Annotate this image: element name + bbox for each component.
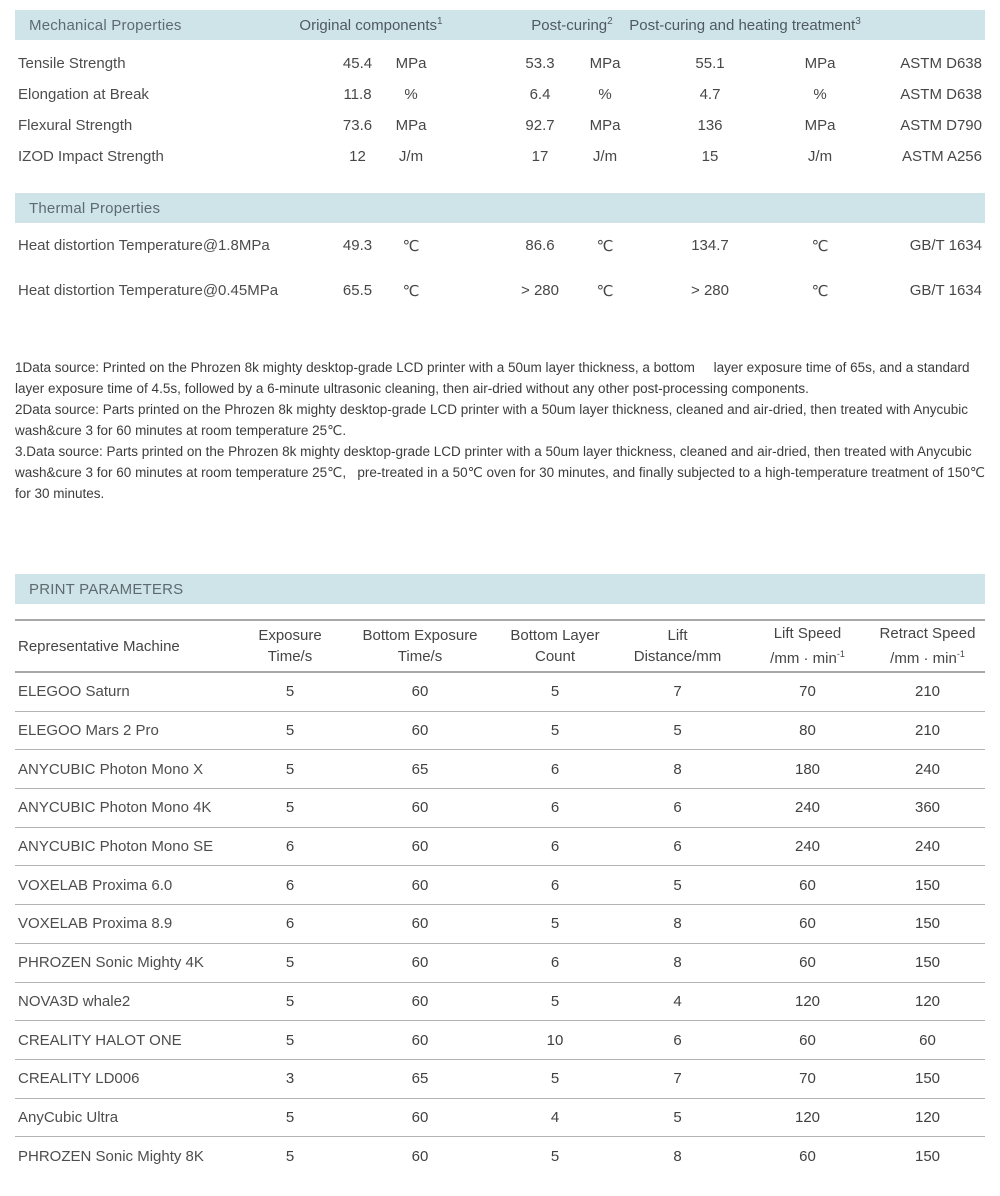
lift-speed-cell: 240 [794,838,821,856]
exposure-time-cell: 6 [285,838,295,856]
header-line: Lift [667,627,688,644]
column-header-bottom-layer-count [500,625,610,667]
exposure-time-cell: 5 [285,683,295,701]
bottom-exposure-time-cell: 60 [411,915,429,933]
table-row [15,828,985,867]
header-line: Time/s [267,648,313,665]
bottom-layer-count-cell: 5 [550,1070,560,1088]
value-cell: 65.5 [342,282,373,299]
exposure-time-cell: 5 [285,992,295,1010]
thermal-properties-section [15,193,985,313]
machine-name-cell: AnyCubic Ultra [18,1108,119,1126]
lift-distance-cell: 5 [673,1108,682,1126]
property-name: Heat distortion Temperature@1.8MPa [18,237,270,254]
exposure-time-cell: 6 [285,915,295,933]
property-name: Tensile Strength [18,55,126,72]
column-header-original-components [299,16,442,34]
print-parameters-column-headers [15,619,985,673]
exposure-time-cell: 5 [285,722,295,740]
bottom-layer-count-cell: 6 [550,799,560,817]
value-cell: 45.4 [342,55,373,72]
bottom-layer-count-cell: 5 [550,722,560,740]
header-line: Exposure [258,627,322,644]
table-row [15,905,985,944]
unit-cell: ℃ [402,237,420,255]
retract-speed-cell: 120 [914,1108,941,1126]
retract-speed-cell: 240 [914,838,941,856]
retract-speed-cell: 360 [914,799,941,817]
unit-text: /mm · min [770,650,837,667]
machine-name-cell: ANYCUBIC Photon Mono 4K [18,799,212,817]
value-cell: 53.3 [525,55,555,72]
machine-name-cell: ANYCUBIC Photon Mono X [18,760,204,778]
lift-distance-cell: 6 [673,838,682,856]
table-row [15,79,985,110]
unit-text: /mm · min [890,650,957,667]
exposure-time-cell: 5 [285,1031,295,1049]
unit-cell: % [404,86,418,103]
property-name: Heat distortion Temperature@0.45MPa [18,282,279,299]
table-row [15,712,985,751]
mechanical-title: Mechanical Properties [29,16,182,34]
unit-cell: ℃ [596,282,614,300]
machine-name-cell: ELEGOO Mars 2 Pro [18,722,159,740]
retract-speed-cell: 150 [914,1070,941,1088]
print-parameters-section [15,574,985,1176]
value-cell: 4.7 [699,86,721,103]
bottom-exposure-time-cell: 60 [411,799,429,817]
lift-speed-cell: 240 [794,799,821,817]
lift-distance-cell: 8 [673,760,682,778]
bottom-layer-count-cell: 5 [550,1148,560,1166]
footnote-2: 2Data source: Parts printed on the Phrozen 8k mighty desktop-grade LCD printer with a 50um layer thickness, cleaned and air-dried, then treated with Anycubic wash&cure 3 for 60 minutes at room temperature 25℃. [15,402,972,438]
table-row [15,110,985,141]
lift-speed-cell: 60 [799,954,816,972]
exposure-time-cell: 3 [285,1070,295,1088]
footnote-marker: 3 [855,16,861,27]
machine-name-cell: NOVA3D whale2 [18,992,131,1010]
unit-cell: ℃ [811,237,829,255]
bottom-exposure-time-cell: 60 [411,954,429,972]
bottom-exposure-time-cell: 60 [411,683,429,701]
header-line [870,644,985,669]
lift-speed-cell: 120 [794,992,821,1010]
unit-cell: ℃ [811,282,829,300]
exposure-time-cell: 5 [285,799,295,817]
property-name: Elongation at Break [18,86,149,103]
column-header-label: Post-curing and heating treatment [629,17,856,34]
superscript: -1 [956,649,965,659]
retract-speed-cell: 210 [914,722,941,740]
lift-speed-cell: 60 [799,1031,816,1049]
table-row [15,1060,985,1099]
header-line: Retract Speed [879,625,976,642]
unit-cell: MPa [395,55,427,72]
unit-cell: J/m [807,148,833,165]
lift-distance-cell: 6 [673,1031,682,1049]
bottom-exposure-time-cell: 65 [411,1070,429,1088]
header-line: Bottom Layer [510,627,600,644]
table-row [15,866,985,905]
lift-speed-cell: 120 [794,1108,821,1126]
exposure-time-cell: 5 [285,760,295,778]
column-header-exposure-time [240,625,340,667]
bottom-exposure-time-cell: 60 [411,1108,429,1126]
column-header-lift-speed [745,623,870,669]
value-cell: 12 [349,148,366,165]
thermal-title: Thermal Properties [29,199,161,217]
bottom-layer-count-cell: 6 [550,954,560,972]
retract-speed-cell: 150 [914,876,941,894]
header-line: Distance/mm [633,648,722,665]
exposure-time-cell: 5 [285,1148,295,1166]
header-line: Count [534,648,576,665]
value-cell: 92.7 [525,117,555,134]
exposure-time-cell: 5 [285,954,295,972]
value-cell: 49.3 [342,237,373,254]
machine-name-cell: VOXELAB Proxima 6.0 [18,876,173,894]
standard-cell: GB/T 1634 [909,237,982,254]
footnote-1: 1Data source: Printed on the Phrozen 8k mighty desktop-grade LCD printer with a 50um layer thickness, a bottom layer exposure time of 65s, and a standard layer exposure time of 4.5s, followed by a 6-minute ultrasonic cleaning, then air-dried without any other post-processing components. [15,360,974,396]
table-row [15,1099,985,1138]
value-cell: 73.6 [342,117,373,134]
standard-cell: GB/T 1634 [909,282,982,299]
retract-speed-cell: 60 [919,1031,936,1049]
retract-speed-cell: 150 [914,915,941,933]
mechanical-properties-section [15,10,985,172]
table-row [15,141,985,172]
lift-distance-cell: 5 [673,876,682,894]
retract-speed-cell: 210 [914,683,941,701]
lift-distance-cell: 5 [673,722,682,740]
lift-distance-cell: 6 [673,799,682,817]
value-cell: 11.8 [343,86,372,103]
value-cell: 134.7 [691,237,729,254]
unit-cell: MPa [395,117,427,134]
lift-distance-cell: 7 [673,1070,682,1088]
standard-cell: ASTM A256 [901,148,982,165]
value-cell: > 280 [521,282,559,299]
print-parameters-rows [15,673,985,1176]
standard-cell: ASTM D638 [900,55,982,72]
value-cell: 17 [531,148,549,165]
unit-cell: MPa [804,117,836,134]
table-row [15,223,985,268]
bottom-layer-count-cell: 5 [550,992,560,1010]
unit-cell: MPa [804,55,836,72]
header-line: Time/s [397,648,443,665]
bottom-layer-count-cell: 6 [550,760,560,778]
value-cell: 55.1 [695,55,725,72]
lift-speed-cell: 70 [799,683,816,701]
column-header-retract-speed [870,623,985,669]
table-row [15,983,985,1022]
lift-distance-cell: 8 [673,1148,682,1166]
lift-distance-cell: 8 [673,954,682,972]
header-line: Bottom Exposure [362,627,478,644]
bottom-layer-count-cell: 10 [546,1031,564,1049]
footnote-marker: 1 [437,16,443,27]
footnote-3: 3.Data source: Parts printed on the Phrozen 8k mighty desktop-grade LCD printer with a 50um layer thickness, cleaned and air-dried, then treated with Anycubic wash&cure 3 for 60 minutes at room temperature 25℃, pre-treated in a 50℃ oven for 30 minutes, and finally subjected to a high-temperature treatment of 150℃ for 30 minutes. [15,444,989,501]
unit-cell: ℃ [402,282,420,300]
exposure-time-cell: 6 [285,876,295,894]
retract-speed-cell: 150 [914,1148,941,1166]
unit-cell: J/m [592,148,618,165]
value-cell: > 280 [691,282,729,299]
bottom-exposure-time-cell: 60 [411,876,429,894]
value-cell: 136 [697,117,723,134]
column-header-bottom-exposure-time [340,625,500,667]
column-header-machine: Representative Machine [18,637,180,655]
column-header-label: Post-curing [531,17,608,34]
unit-cell: MPa [589,117,621,134]
table-row [15,48,985,79]
column-header-post-curing [531,16,612,34]
lift-speed-cell: 60 [799,915,816,933]
bottom-exposure-time-cell: 60 [411,838,429,856]
lift-distance-cell: 7 [673,683,682,701]
table-row [15,1137,985,1176]
standard-cell: ASTM D638 [900,86,982,103]
table-row [15,673,985,712]
column-header-label: Original components [299,17,438,34]
lift-speed-cell: 70 [799,1070,816,1088]
mechanical-header-band [15,10,985,40]
machine-name-cell: VOXELAB Proxima 8.9 [18,915,173,933]
table-row [15,789,985,828]
table-row [15,268,985,313]
value-cell: 6.4 [529,86,551,103]
machine-name-cell: ANYCUBIC Photon Mono SE [18,838,214,856]
bottom-exposure-time-cell: 60 [411,722,429,740]
bottom-layer-count-cell: 6 [550,876,560,894]
bottom-exposure-time-cell: 60 [411,1031,429,1049]
bottom-layer-count-cell: 5 [550,915,560,933]
lift-speed-cell: 180 [794,760,821,778]
unit-cell: % [813,86,827,103]
bottom-layer-count-cell: 5 [550,683,560,701]
data-source-notes [15,357,989,504]
machine-name-cell: CREALITY LD006 [18,1070,140,1088]
unit-cell: MPa [589,55,621,72]
standard-cell: ASTM D790 [900,117,982,134]
table-row [15,750,985,789]
bottom-exposure-time-cell: 60 [411,1148,429,1166]
unit-cell: J/m [398,148,424,165]
mechanical-rows [15,48,985,172]
unit-cell: % [598,86,612,103]
machine-name-cell: ELEGOO Saturn [18,683,130,701]
superscript: -1 [836,649,845,659]
value-cell: 86.6 [525,237,555,254]
lift-distance-cell: 8 [673,915,682,933]
bottom-layer-count-cell: 4 [550,1108,560,1126]
bottom-exposure-time-cell: 60 [411,992,429,1010]
property-name: Flexural Strength [18,117,133,134]
retract-speed-cell: 240 [914,760,941,778]
thermal-header-band [15,193,985,223]
table-row [15,944,985,983]
column-header-post-curing-heating [629,16,861,34]
retract-speed-cell: 120 [914,992,941,1010]
print-parameters-title: PRINT PARAMETERS [29,580,184,598]
machine-name-cell: PHROZEN Sonic Mighty 8K [18,1148,204,1166]
bottom-layer-count-cell: 6 [550,838,560,856]
lift-distance-cell: 4 [673,992,682,1010]
header-line: Lift Speed [773,625,842,642]
table-row [15,1021,985,1060]
thermal-rows [15,223,985,313]
lift-speed-cell: 60 [799,876,816,894]
column-header-lift-distance [610,625,745,667]
value-cell: 15 [701,148,719,165]
exposure-time-cell: 5 [285,1108,295,1126]
print-parameters-header-band [15,574,985,604]
property-name: IZOD Impact Strength [18,148,164,165]
header-line [745,644,870,669]
machine-name-cell: CREALITY HALOT ONE [18,1031,182,1049]
footnote-marker: 2 [607,16,613,27]
retract-speed-cell: 150 [914,954,941,972]
bottom-exposure-time-cell: 65 [411,760,429,778]
unit-cell: ℃ [596,237,614,255]
lift-speed-cell: 60 [799,1148,816,1166]
machine-name-cell: PHROZEN Sonic Mighty 4K [18,954,204,972]
lift-speed-cell: 80 [799,722,816,740]
